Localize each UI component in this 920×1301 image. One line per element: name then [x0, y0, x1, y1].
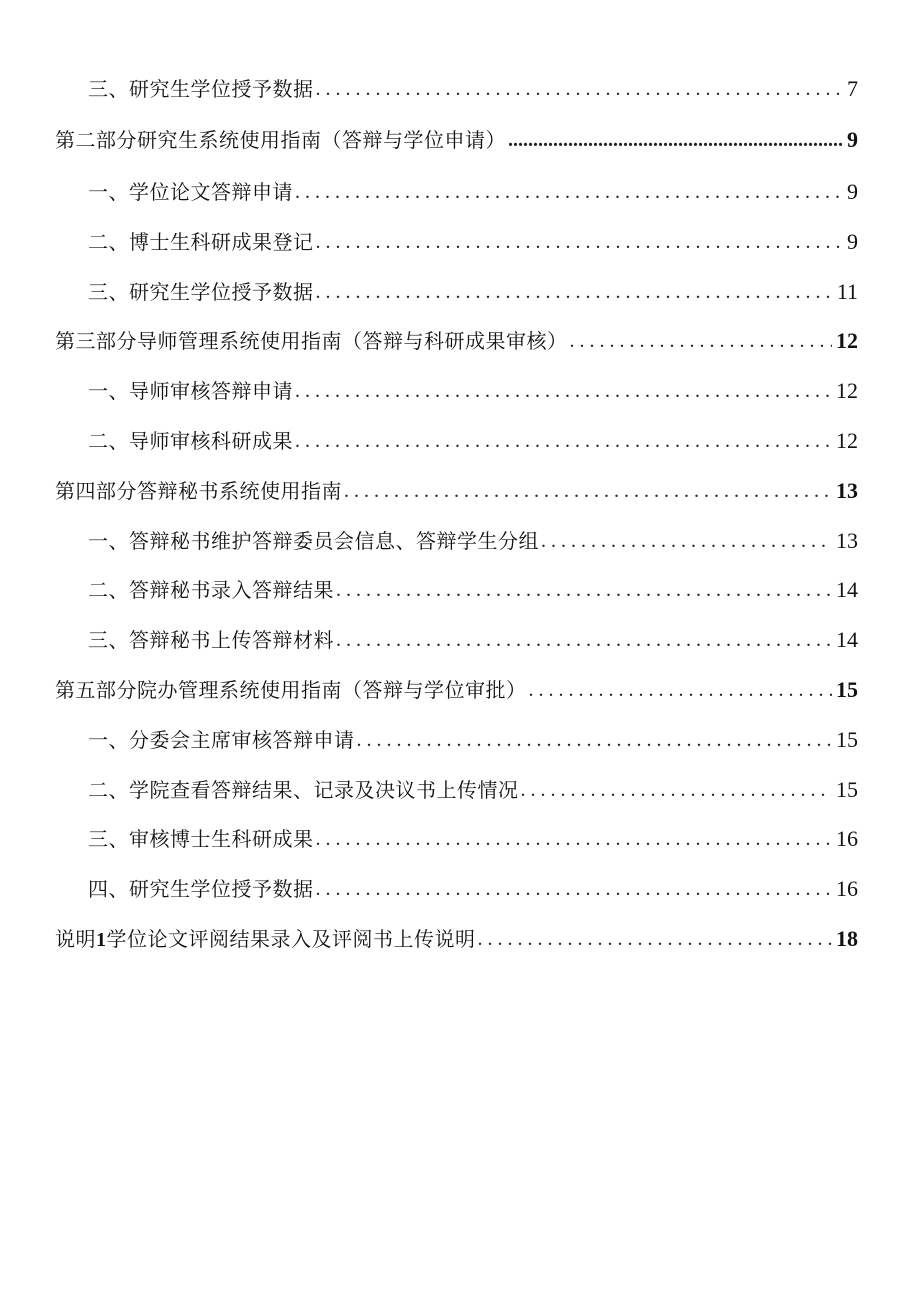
toc-entry[interactable]	[88, 873, 858, 903]
toc-entry-title: 一、导师审核答辩申请	[88, 379, 293, 403]
toc-page-number: 12	[836, 378, 858, 403]
toc-entry[interactable]	[55, 475, 858, 505]
toc-page-number: 13	[836, 528, 858, 553]
toc-dot-leader	[357, 729, 833, 752]
toc-page-number: 9	[847, 179, 858, 204]
toc-entry[interactable]	[88, 73, 858, 103]
toc-dot-leader	[478, 928, 833, 951]
toc-dot-leader	[521, 779, 833, 802]
toc-page-number: 9	[847, 229, 858, 254]
toc-dot-leader	[295, 181, 843, 204]
toc-entry-title: 二、学院查看答辩结果、记录及决议书上传情况	[88, 778, 519, 802]
toc-entry-title: 二、答辩秘书录入答辩结果	[88, 578, 334, 602]
toc-entry-title: 第五部分院办管理系统使用指南（答辩与学位审批）	[55, 678, 527, 702]
toc-entry-title	[55, 923, 476, 952]
toc-dot-leader	[316, 878, 833, 901]
toc-page-number: 9	[847, 127, 858, 152]
toc-entry-title: 一、答辩秘书维护答辩委员会信息、答辩学生分组	[88, 529, 539, 553]
toc-dot-leader	[529, 679, 833, 702]
toc-page-number: 15	[836, 677, 858, 702]
toc-dot-leader	[344, 480, 832, 503]
toc-entry-title: 一、分委会主席审核答辩申请	[88, 728, 355, 752]
toc-dot-leader	[336, 629, 832, 652]
toc-entry[interactable]	[55, 325, 858, 355]
toc-entry[interactable]	[88, 574, 858, 604]
toc-entry[interactable]	[88, 226, 858, 256]
toc-page-number: 15	[836, 777, 858, 802]
toc-entry-title: 二、博士生科研成果登记	[88, 230, 314, 254]
toc-dot-leader	[316, 281, 833, 304]
toc-entry[interactable]	[88, 375, 858, 405]
toc-entry[interactable]	[55, 124, 858, 154]
toc-entry-title: 一、学位论文答辩申请	[88, 180, 293, 204]
toc-entry-title: 四、研究生学位授予数据	[88, 877, 314, 901]
toc-entry-title: 第三部分导师管理系统使用指南（答辩与科研成果审核）	[55, 329, 568, 353]
toc-entry[interactable]	[88, 724, 858, 754]
toc-entry[interactable]	[55, 674, 858, 704]
toc-entry[interactable]	[88, 176, 858, 206]
toc-entry-title: 第四部分答辩秘书系统使用指南	[55, 479, 342, 503]
toc-dot-leader	[508, 129, 843, 152]
toc-entry-title: 二、导师审核科研成果	[88, 429, 293, 453]
toc-entry[interactable]	[88, 276, 858, 306]
toc-page-number: 16	[836, 876, 858, 901]
toc-entry[interactable]	[88, 823, 858, 853]
toc-entry-title: 三、答辩秘书上传答辩材料	[88, 628, 334, 652]
toc-dot-leader	[541, 530, 832, 553]
toc-entry[interactable]	[88, 624, 858, 654]
toc-dot-leader	[336, 579, 832, 602]
toc-entry-title: 三、研究生学位授予数据	[88, 77, 314, 101]
toc-entry[interactable]	[88, 774, 858, 804]
toc-page-number: 11	[836, 279, 858, 304]
toc-entry-title: 三、研究生学位授予数据	[88, 280, 314, 304]
toc-dot-leader	[570, 330, 833, 353]
toc-entry[interactable]	[88, 425, 858, 455]
toc-page-number: 7	[847, 76, 858, 101]
toc-dot-leader	[295, 380, 832, 403]
toc-dot-leader	[295, 430, 832, 453]
toc-entry-title-number: 1	[96, 929, 107, 951]
toc-page-number: 12	[836, 428, 858, 453]
toc-page-number: 14	[836, 627, 858, 652]
toc-dot-leader	[316, 231, 844, 254]
toc-dot-leader	[316, 828, 833, 851]
toc-page-number: 16	[836, 826, 858, 851]
toc-page-number: 12	[836, 328, 858, 353]
toc-page-number: 13	[836, 478, 858, 503]
toc-entry-title-rest: 学位论文评阅结果录入及评阅书上传说明	[106, 927, 476, 951]
toc-dot-leader	[316, 78, 844, 101]
toc-page-number: 15	[836, 727, 858, 752]
toc-entry-title: 三、审核博士生科研成果	[88, 827, 314, 851]
toc-page-number: 14	[836, 577, 858, 602]
toc-page-number: 18	[836, 926, 858, 951]
toc-entry[interactable]	[88, 525, 858, 555]
toc-entry[interactable]	[55, 923, 858, 953]
toc-entry-title-prefix: 说明	[55, 927, 96, 951]
toc-entry-title: 第二部分研究生系统使用指南（答辩与学位申请）	[55, 128, 506, 152]
